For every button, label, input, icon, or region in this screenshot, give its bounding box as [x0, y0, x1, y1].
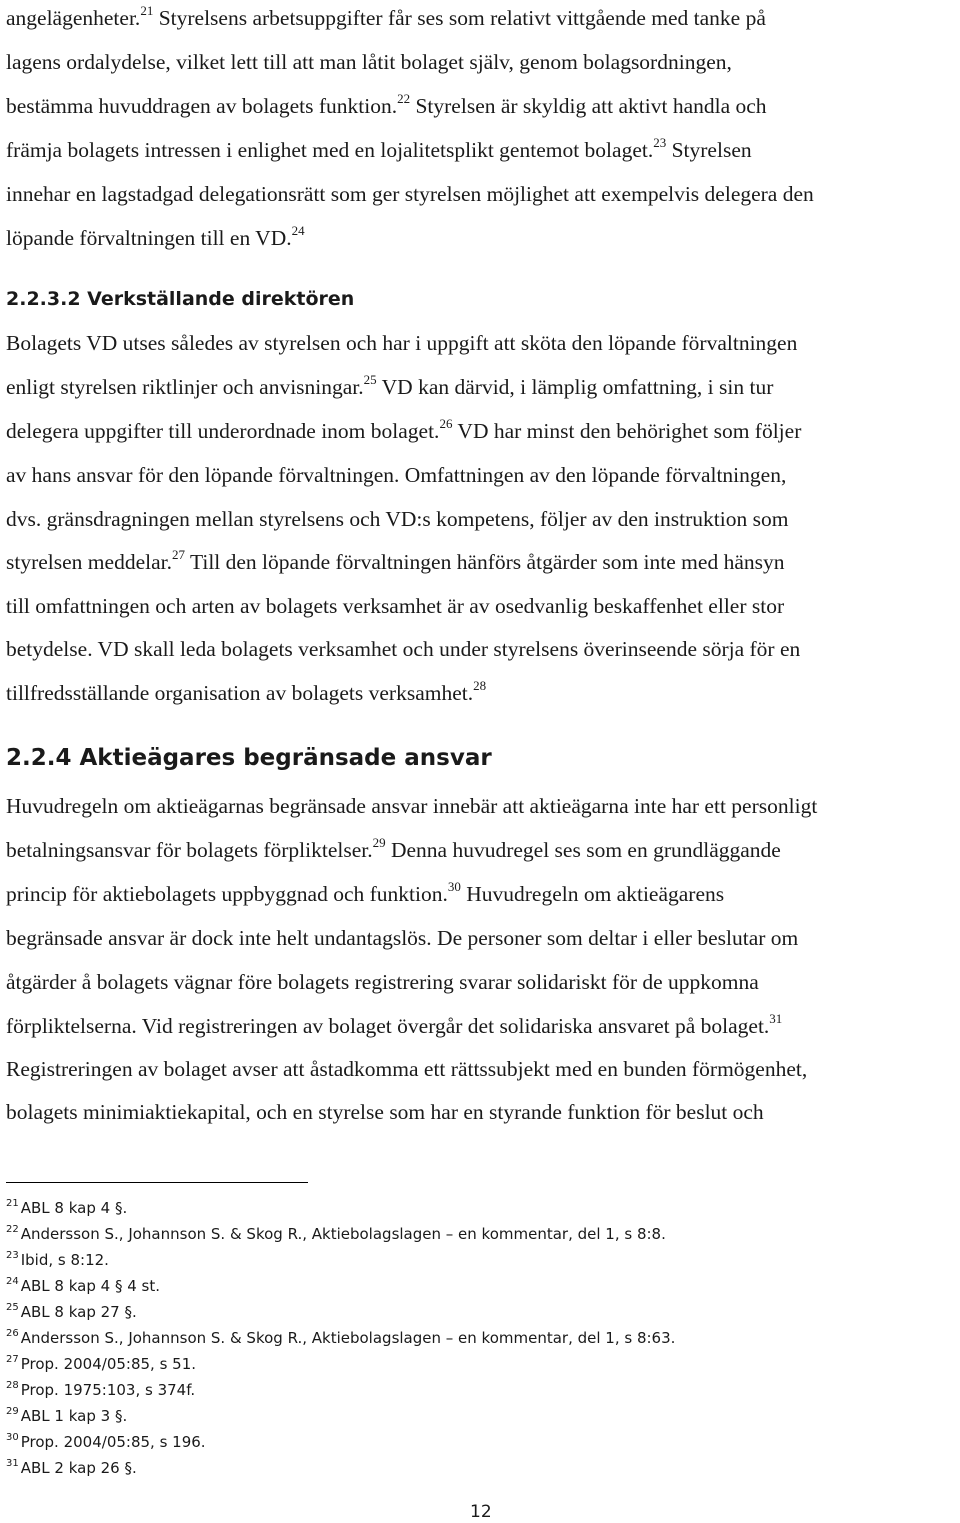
body-line: begränsade ansvar är dock inte helt undantagslös. De personer som deltar i eller beslutar om [6, 926, 799, 950]
footnote-ref[interactable]: 24 [291, 223, 305, 238]
text-span: VD kan därvid, i lämplig omfattning, i sin tur [376, 375, 774, 399]
footnote-ref[interactable]: 28 [473, 678, 487, 693]
body-line [6, 416, 802, 443]
text-span: förpliktelserna. Vid registreringen av bolaget övergår det solidariska ansvaret på bolaget. [6, 1014, 770, 1038]
footnote-ref[interactable]: 27 [171, 547, 185, 562]
footnote [6, 1198, 128, 1217]
footnote [6, 1328, 676, 1347]
text-span: bestämma huvuddragen av bolagets funktion. [6, 94, 398, 118]
footnote-text: Prop. 2004/05:85, s 51. [20, 1355, 197, 1373]
footnote [6, 1406, 128, 1425]
footnote-number: 25 [6, 1302, 19, 1313]
body-line: till omfattningen och arten av bolagets verksamhet är av osedvanlig beskaffenhet eller stor [6, 594, 785, 618]
footnote-number: 29 [6, 1406, 19, 1417]
footnote-number: 22 [6, 1224, 19, 1235]
text-span: Huvudregeln om aktieägarens [460, 882, 725, 906]
body-line: innehar en lagstadgad delegationsrätt som ger styrelsen möjlighet att exempelvis delegera den [6, 182, 814, 206]
body-line [6, 91, 767, 118]
footnote [6, 1354, 197, 1373]
body-line [6, 547, 785, 574]
text-span: enligt styrelsen riktlinjer och anvisningar. [6, 375, 364, 399]
footnote-separator [6, 1182, 308, 1183]
text-span: tillfredsställande organisation av bolagets verksamhet. [6, 681, 474, 705]
text-span: angelägenheter. [6, 6, 141, 30]
footnote-ref[interactable]: 22 [397, 91, 411, 106]
text-span: Styrelsen [666, 138, 752, 162]
text-span: främja bolagets intressen i enlighet med en lojalitetsplikt gentemot bolaget. [6, 138, 654, 162]
footnote-text: Ibid, s 8:12. [20, 1251, 109, 1269]
body-line: dvs. gränsdragningen mellan styrelsens och VD:s kompetens, följer av den instruktion som [6, 507, 789, 531]
body-line: Registreringen av bolaget avser att åstadkomma ett rättssubjekt med en bunden förmögenhet, [6, 1057, 808, 1081]
text-span: VD har minst den behörighet som följer [452, 419, 802, 443]
footnote-text: ABL 1 kap 3 §. [20, 1407, 128, 1425]
footnote-ref[interactable]: 30 [447, 879, 461, 894]
body-line: av hans ansvar för den löpande förvaltningen. Omfattningen av den löpande förvaltningen, [6, 463, 787, 487]
footnote-number: 21 [6, 1198, 19, 1209]
footnote-text: Andersson S., Johannson S. & Skog R., Aktiebolagslagen – en kommentar, del 1, s 8:8. [20, 1225, 666, 1243]
body-line [6, 678, 487, 705]
body-line [6, 3, 766, 30]
footnote-ref[interactable]: 25 [363, 372, 377, 387]
footnote-text: ABL 2 kap 26 §. [20, 1459, 137, 1477]
footnote-text: ABL 8 kap 4 §. [20, 1199, 128, 1217]
body-line: Huvudregeln om aktieägarnas begränsade ansvar innebär att aktieägarna inte har ett personligt [6, 794, 818, 818]
body-line: åtgärder å bolagets vägnar före bolagets registrering svarar solidariskt för de uppkomna [6, 970, 759, 994]
footnote-text: ABL 8 kap 4 § 4 st. [20, 1277, 160, 1295]
footnote-text: Andersson S., Johannson S. & Skog R., Aktiebolagslagen – en kommentar, del 1, s 8:63. [20, 1329, 676, 1347]
footnote [6, 1432, 206, 1451]
footnote-number: 26 [6, 1328, 19, 1339]
footnote-ref[interactable]: 23 [653, 135, 667, 150]
body-line: lagens ordalydelse, vilket lett till att man låtit bolaget själv, genom bolagsordningen, [6, 50, 732, 74]
text-span: löpande förvaltningen till en VD. [6, 226, 292, 250]
text-span: princip för aktiebolagets uppbyggnad och funktion. [6, 882, 448, 906]
footnote-number: 24 [6, 1276, 19, 1287]
footnote-text: Prop. 1975:103, s 374f. [20, 1381, 196, 1399]
footnote [6, 1458, 137, 1477]
text-span: styrelsen meddelar. [6, 550, 172, 574]
footnote [6, 1250, 109, 1269]
footnote-text: Prop. 2004/05:85, s 196. [20, 1433, 206, 1451]
body-line [6, 1011, 783, 1038]
footnote [6, 1224, 666, 1243]
footnote [6, 1302, 137, 1321]
body-line: Bolagets VD utses således av styrelsen och har i uppgift att sköta den löpande förvaltningen [6, 331, 798, 355]
text-span: Styrelsens arbetsuppgifter får ses som relativt vittgående med tanke på [153, 6, 766, 30]
footnote-ref[interactable]: 26 [439, 416, 453, 431]
body-line: betydelse. VD skall leda bolagets verksamhet och under styrelsens överinseende sörja för en [6, 637, 801, 661]
page-number: 12 [470, 1502, 492, 1522]
body-line [6, 835, 781, 862]
body-line [6, 879, 725, 906]
text-span: betalningsansvar för bolagets förpliktelser. [6, 838, 373, 862]
footnote [6, 1380, 196, 1399]
section-heading: 2.2.3.2 Verkställande direktören [6, 288, 355, 310]
body-line [6, 135, 752, 162]
footnote-number: 28 [6, 1380, 19, 1391]
body-line: bolagets minimiaktiekapital, och en styrelse som har en styrande funktion för beslut och [6, 1100, 764, 1124]
footnote-number: 31 [6, 1458, 19, 1469]
footnote-number: 27 [6, 1354, 19, 1365]
footnote [6, 1276, 160, 1295]
text-span: Styrelsen är skyldig att aktivt handla och [410, 94, 767, 118]
footnote-number: 30 [6, 1432, 19, 1443]
section-heading: 2.2.4 Aktieägares begränsade ansvar [6, 745, 492, 771]
footnote-text: ABL 8 kap 27 §. [20, 1303, 137, 1321]
footnote-number: 23 [6, 1250, 19, 1261]
text-span: delegera uppgifter till underordnade inom bolaget. [6, 419, 440, 443]
footnote-ref[interactable]: 31 [769, 1011, 783, 1026]
body-line [6, 372, 774, 399]
footnote-ref[interactable]: 21 [140, 3, 154, 18]
text-span: Till den löpande förvaltningen hänförs åtgärder som inte med hänsyn [184, 550, 785, 574]
footnote-ref[interactable]: 29 [372, 835, 386, 850]
text-span: Denna huvudregel ses som en grundläggande [385, 838, 781, 862]
body-line [6, 223, 305, 250]
